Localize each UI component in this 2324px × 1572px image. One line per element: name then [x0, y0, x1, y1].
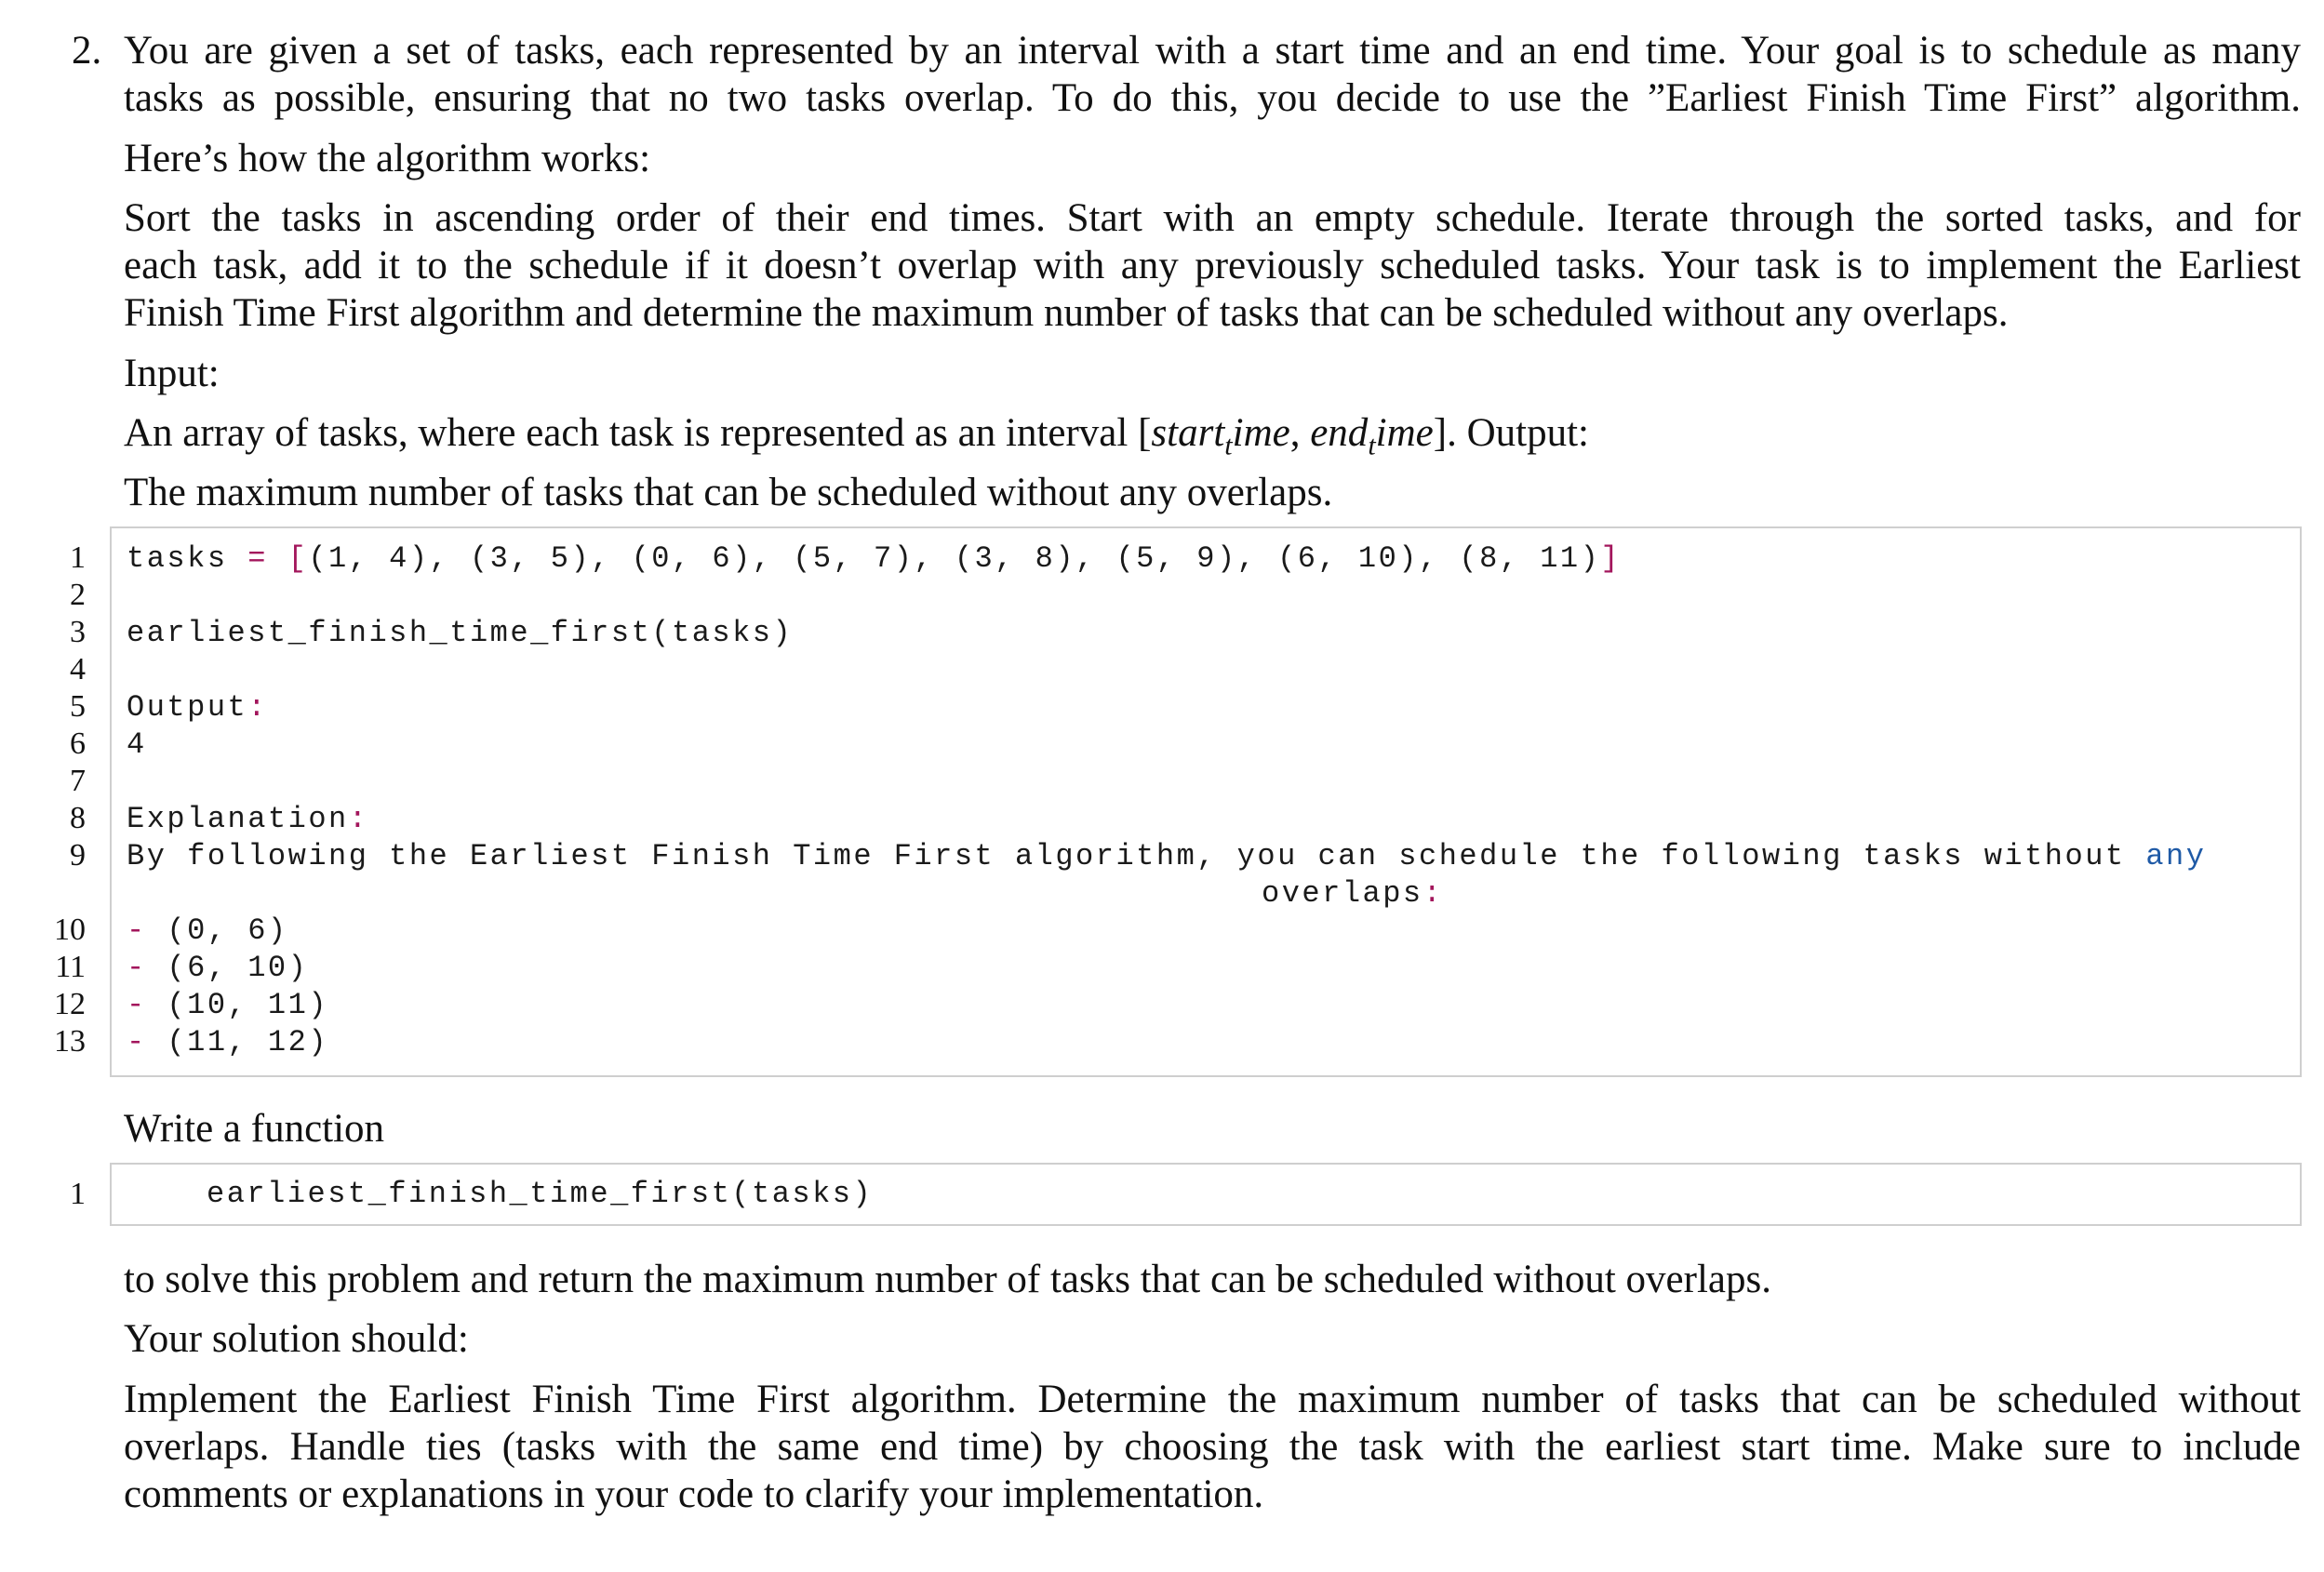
requirements-line-2: overlaps. Handle ties (tasks with the same end time) by choosing the task with the earliest start time. Make sure to include — [124, 1425, 2301, 1469]
code-line-1: tasks = [(1, 4), (3, 5), (0, 6), (5, 7), (3, 8), (5, 9), (6, 10), (8, 11)] — [127, 541, 1622, 576]
line-number: 5 — [70, 689, 86, 724]
line-number: 3 — [70, 615, 86, 649]
how-algorithm-works: Here’s how the algorithm works: — [124, 137, 651, 180]
code-example-block — [110, 526, 2302, 1077]
intro-line-2: tasks as possible, ensuring that no two tasks overlap. To do this, you decide to use the ”Earliest Finish Time First” algorithm. — [124, 76, 2301, 120]
line-number: 10 — [54, 913, 86, 947]
line-number: 6 — [70, 726, 86, 761]
line-number: 13 — [54, 1024, 86, 1059]
math-start-time: start$_t$ime — [1151, 411, 1290, 461]
algorithm-line-2: each task, add it to the schedule if it doesn’t overlap with any previously scheduled tasks. Your task is to implement the Earliest — [124, 244, 2301, 287]
line-number: 8 — [70, 801, 86, 835]
code-line-5: Output: — [127, 690, 268, 725]
question-number: 2. — [72, 29, 102, 73]
code-line-10: - (0, 6) — [127, 913, 288, 948]
code-signature-text: earliest_finish_time_first(tasks) — [207, 1177, 874, 1211]
tasks-list-values: (1, 4), (3, 5), (0, 6), (5, 7), (3, 8), (5, 9), (6, 10), (8, 11) — [308, 541, 1601, 576]
input-desc-post: ]. Output: — [1433, 411, 1589, 455]
line-number: 12 — [54, 987, 86, 1021]
line-number: 4 — [70, 652, 86, 686]
line-number: 7 — [70, 764, 86, 798]
code-line-12: - (10, 11) — [127, 988, 329, 1022]
output-description: The maximum number of tasks that can be scheduled without any overlaps. — [124, 471, 1333, 514]
solution-should-label: Your solution should: — [124, 1317, 469, 1361]
intro-line-1: You are given a set of tasks, each represented by an interval with a start time and an end time. Your goal is to schedule as many — [124, 29, 2301, 73]
line-number: 1 — [70, 540, 86, 575]
line-number: 11 — [55, 950, 86, 984]
math-end-time: end$_t$ime — [1310, 411, 1434, 461]
code-line-8: Explanation: — [127, 802, 369, 836]
line-number: 2 — [70, 578, 86, 612]
code-signature-block — [110, 1163, 2302, 1226]
keyword-any: any — [2145, 839, 2207, 873]
tasks-list-close: ] — [1600, 541, 1622, 576]
input-description — [124, 409, 2301, 470]
math-separator: , — [1289, 411, 1311, 455]
code-line-3: earliest_finish_time_first(tasks) — [127, 616, 794, 650]
code-line-6: 4 — [127, 727, 147, 762]
line-number: 1 — [70, 1177, 86, 1211]
code-line-9-wrap: overlaps: — [1262, 876, 1444, 911]
requirements-line-3: comments or explanations in your code to clarify your implementation. — [124, 1472, 1264, 1516]
input-desc-pre: An array of tasks, where each task is represented as an interval [ — [124, 411, 1152, 455]
input-label: Input: — [124, 352, 220, 395]
line-number: 9 — [70, 838, 86, 873]
tasks-list-open: [ — [287, 541, 309, 576]
write-function-text: Write a function — [124, 1107, 385, 1151]
code-line-9: By following the Earliest Finish Time First algorithm, you can schedule the following tasks without any — [127, 839, 2207, 873]
requirements-line-1: Implement the Earliest Finish Time First algorithm. Determine the maximum number of tasks that can be scheduled without — [124, 1378, 2301, 1421]
code-line-11: - (6, 10) — [127, 951, 309, 985]
algorithm-line-3: Finish Time First algorithm and determine the maximum number of tasks that can be scheduled without any overlaps. — [124, 291, 2009, 335]
code-line-13: - (11, 12) — [127, 1025, 329, 1059]
to-solve-text: to solve this problem and return the maximum number of tasks that can be scheduled without overlaps. — [124, 1258, 1771, 1301]
algorithm-line-1: Sort the tasks in ascending order of their end times. Start with an empty schedule. Iterate through the sorted tasks, and for — [124, 196, 2301, 240]
